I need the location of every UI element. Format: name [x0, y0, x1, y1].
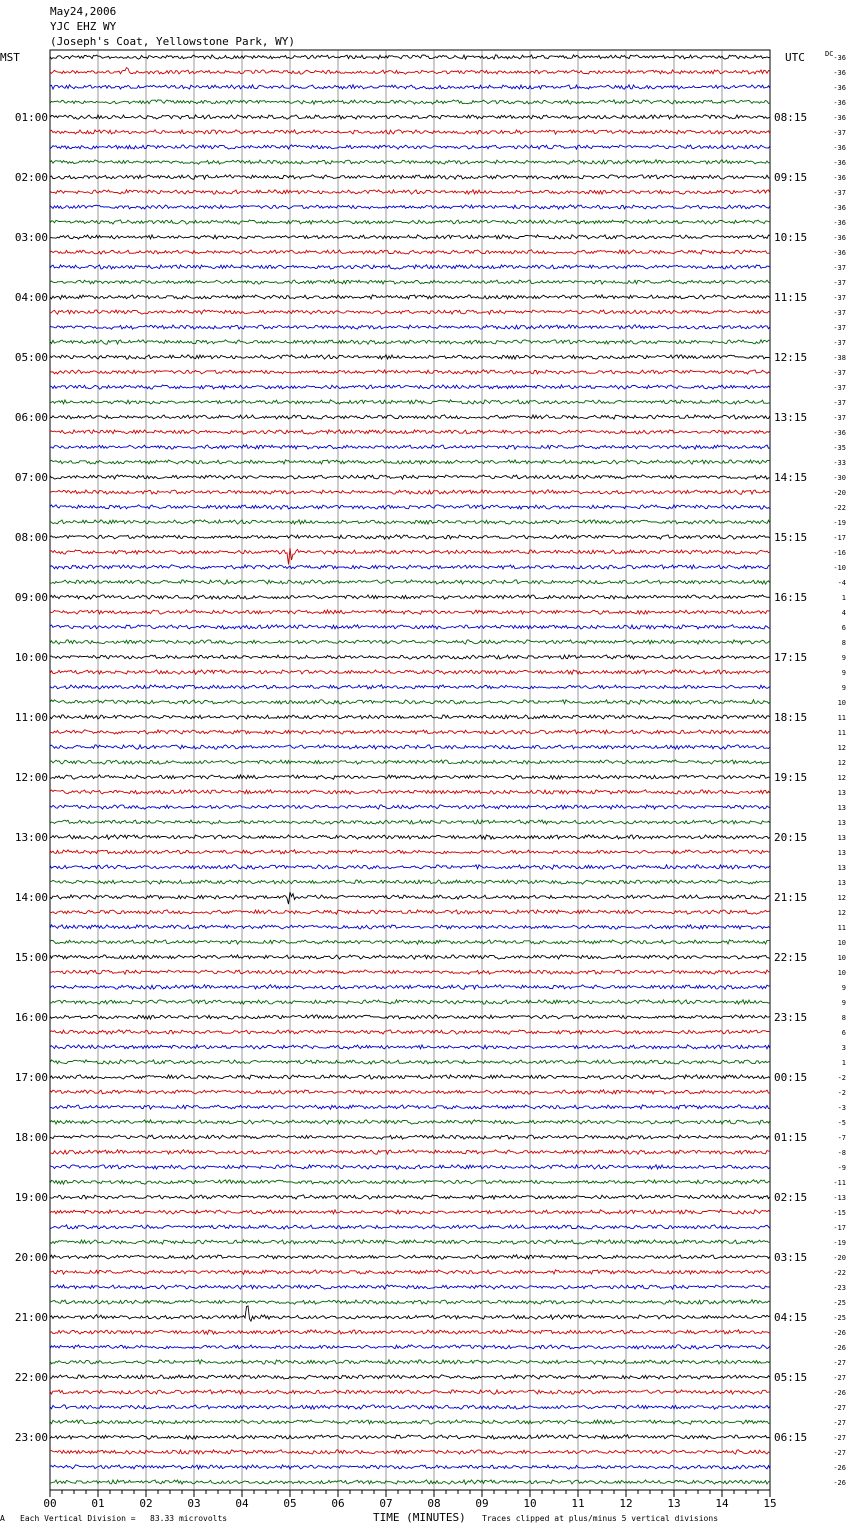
dc-offset-label: -30 [833, 474, 846, 482]
dc-offset-label: -3 [837, 1104, 846, 1112]
trace-line [50, 475, 770, 479]
utc-hour-label: 18:15 [774, 711, 808, 724]
dc-offset-label: -37 [833, 279, 846, 287]
dc-offset-label: -26 [833, 1464, 846, 1472]
utc-hour-label: 10:15 [774, 231, 808, 244]
dc-offset-label: -36 [833, 204, 846, 212]
dc-offset-label: -37 [833, 339, 846, 347]
mst-hour-label: 01:00 [14, 111, 48, 124]
mst-hour-label: 19:00 [14, 1191, 48, 1204]
dc-offset-label: -19 [833, 519, 846, 527]
mst-hour-label: 07:00 [14, 471, 48, 484]
trace-line [50, 1330, 770, 1334]
trace-line [50, 1210, 770, 1214]
trace-line [50, 610, 770, 614]
mst-hour-label: 03:00 [14, 231, 48, 244]
dc-offset-label: 1 [841, 1059, 846, 1067]
plot-grid [50, 50, 770, 1490]
trace-line [50, 1360, 770, 1365]
trace-line [50, 1405, 770, 1409]
trace-line [50, 880, 770, 884]
mst-hour-label: 17:00 [14, 1071, 48, 1084]
trace-line [50, 235, 770, 239]
dc-offset-label: -5 [837, 1119, 846, 1127]
trace-line [50, 940, 770, 944]
station-label: YJC EHZ WY [50, 20, 117, 33]
utc-hour-label: 20:15 [774, 831, 808, 844]
trace-line [50, 325, 770, 330]
location-label: (Joseph's Coat, Yellowstone Park, WY) [50, 35, 296, 48]
trace-line [50, 115, 770, 119]
trace-line [50, 340, 770, 344]
trace-line [50, 548, 770, 564]
trace-line [50, 55, 770, 59]
mst-hour-label: 02:00 [14, 171, 48, 184]
trace-line [50, 1270, 770, 1274]
dc-offset-label: -16 [833, 549, 846, 557]
clip-note: Traces clipped at plus/minus 5 vertical divisions [482, 1514, 719, 1523]
dc-offset-label: -26 [833, 1344, 846, 1352]
trace-line [50, 760, 770, 764]
dc-offset-label: 13 [837, 804, 846, 812]
dc-title: DC [825, 50, 834, 58]
x-tick-label: 03 [187, 1497, 201, 1510]
trace-line [50, 700, 770, 705]
mst-hour-label: 14:00 [14, 891, 48, 904]
dc-offset-label: -35 [833, 444, 846, 452]
dc-offset-label: 13 [837, 834, 846, 842]
footer-mark: A [0, 1514, 5, 1523]
mst-hour-label: 04:00 [14, 291, 48, 304]
dc-offset-label: -17 [833, 534, 846, 542]
mst-hour-label: 12:00 [14, 771, 48, 784]
trace-line [50, 985, 770, 990]
trace-line [50, 1045, 770, 1049]
dc-offset-label: -36 [833, 174, 846, 182]
trace-line [50, 910, 770, 914]
dc-offset-label: -36 [833, 234, 846, 242]
dc-offset-label: -15 [833, 1209, 846, 1217]
x-tick-label: 04 [235, 1497, 249, 1510]
dc-offset-label: 6 [841, 1029, 846, 1037]
dc-offset-label: -37 [833, 324, 846, 332]
dc-offset-label: -37 [833, 309, 846, 317]
dc-offset-label: -20 [833, 489, 846, 497]
trace-line [50, 970, 770, 974]
trace-line [50, 1390, 770, 1394]
dc-offset-label: 1 [841, 594, 846, 602]
plot-frame [50, 50, 770, 1490]
mst-hour-label: 15:00 [14, 951, 48, 964]
trace-line [50, 1435, 770, 1439]
dc-offset-label: 3 [841, 1044, 846, 1052]
dc-offset-label: -11 [833, 1179, 846, 1187]
utc-hour-label: 16:15 [774, 591, 808, 604]
dc-offset-label: -37 [833, 189, 846, 197]
trace-line [50, 1375, 770, 1379]
dc-offset-label: -36 [833, 159, 846, 167]
mst-hour-label: 23:00 [14, 1431, 48, 1444]
dc-offset-label: -27 [833, 1419, 846, 1427]
trace-group [50, 55, 770, 1485]
trace-line [50, 265, 770, 269]
trace-line [50, 565, 770, 569]
dc-offset-label: 4 [841, 609, 846, 617]
dc-offset-label: -33 [833, 459, 846, 467]
mst-hour-label: 22:00 [14, 1371, 48, 1384]
dc-offset-label: 11 [837, 714, 846, 722]
dc-offset-label: -36 [833, 249, 846, 257]
trace-line [50, 1060, 770, 1064]
dc-offset-label: -27 [833, 1449, 846, 1457]
left-axis-title: MST [0, 51, 20, 64]
utc-hour-label: 19:15 [774, 771, 808, 784]
x-tick-label: 07 [379, 1497, 393, 1510]
trace-line [50, 370, 770, 374]
utc-hour-label: 13:15 [774, 411, 808, 424]
utc-hour-label: 12:15 [774, 351, 808, 364]
trace-line [50, 640, 770, 644]
dc-offset-label: 10 [837, 969, 846, 977]
trace-line [50, 535, 770, 539]
utc-hour-label: 05:15 [774, 1371, 808, 1384]
trace-line [50, 145, 770, 149]
trace-line [50, 1240, 770, 1244]
trace-line [50, 85, 770, 90]
dc-offset-label: 13 [837, 879, 846, 887]
trace-line [50, 835, 770, 840]
trace-line [50, 175, 770, 179]
trace-line [50, 1015, 770, 1019]
dc-offset-label: 12 [837, 894, 846, 902]
mst-hour-label: 05:00 [14, 351, 48, 364]
utc-hour-label: 17:15 [774, 651, 808, 664]
trace-line [50, 445, 770, 450]
trace-line [50, 1420, 770, 1424]
trace-line [50, 130, 770, 134]
x-tick-label: 08 [427, 1497, 441, 1510]
x-tick-label: 15 [763, 1497, 777, 1510]
utc-hour-label: 15:15 [774, 531, 808, 544]
mst-hour-label: 21:00 [14, 1311, 48, 1324]
trace-line [50, 1255, 770, 1259]
trace-line [50, 100, 770, 104]
dc-offset-label: -27 [833, 1404, 846, 1412]
dc-offset-label: 6 [841, 624, 846, 632]
trace-line [50, 820, 770, 824]
dc-offset-label: -37 [833, 294, 846, 302]
dc-offset-label: -36 [833, 69, 846, 77]
x-tick-label: 11 [571, 1497, 585, 1510]
dc-offset-label: 9 [841, 999, 846, 1007]
trace-line [50, 220, 770, 224]
x-tick-label: 00 [43, 1497, 57, 1510]
dc-offset-label: -36 [833, 219, 846, 227]
x-tick-label: 13 [667, 1497, 681, 1510]
mst-hour-label: 06:00 [14, 411, 48, 424]
mst-hour-label: 09:00 [14, 591, 48, 604]
dc-offset-label: -37 [833, 399, 846, 407]
utc-hour-label: 22:15 [774, 951, 808, 964]
trace-line [50, 1345, 770, 1349]
trace-line [50, 1120, 770, 1124]
dc-offset-label: -37 [833, 129, 846, 137]
trace-line [50, 1000, 770, 1004]
dc-offset-label: -9 [837, 1164, 846, 1172]
utc-hour-label: 08:15 [774, 111, 808, 124]
dc-offset-label: -22 [833, 504, 846, 512]
trace-line [50, 1306, 770, 1321]
mst-hour-label: 20:00 [14, 1251, 48, 1264]
trace-line [50, 68, 770, 75]
dc-offset-label: 12 [837, 909, 846, 917]
utc-hour-label: 02:15 [774, 1191, 808, 1204]
dc-offset-label: 9 [841, 684, 846, 692]
dc-offset-label: 13 [837, 789, 846, 797]
dc-offset-label: -17 [833, 1224, 846, 1232]
trace-line [50, 1135, 770, 1139]
right-axis-title: UTC [785, 51, 805, 64]
trace-line [50, 775, 770, 779]
dc-offset-label: 13 [837, 819, 846, 827]
trace-line [50, 892, 770, 904]
trace-line [50, 1300, 770, 1305]
dc-offset-label: 9 [841, 984, 846, 992]
dc-offset-label: -26 [833, 1329, 846, 1337]
trace-line [50, 400, 770, 404]
dc-offset-label: -25 [833, 1314, 846, 1322]
utc-hour-label: 01:15 [774, 1131, 808, 1144]
trace-line [50, 625, 770, 629]
scale-note: Each Vertical Division = 83.33 microvolts [20, 1514, 228, 1523]
trace-line [50, 1030, 770, 1034]
dc-offset-label: -36 [833, 429, 846, 437]
x-tick-label: 14 [715, 1497, 729, 1510]
trace-line [50, 850, 770, 854]
trace-line [50, 790, 770, 794]
dc-offset-label: -2 [837, 1074, 846, 1082]
dc-offset-label: -37 [833, 264, 846, 272]
trace-line [50, 460, 770, 464]
dc-offset-label: -8 [837, 1149, 846, 1157]
trace-line [50, 160, 770, 165]
trace-line [50, 430, 770, 434]
dc-offset-label: 10 [837, 939, 846, 947]
dc-offset-label: -37 [833, 369, 846, 377]
dc-offset-label: 9 [841, 669, 846, 677]
dc-offset-label: -19 [833, 1239, 846, 1247]
trace-line [50, 310, 770, 314]
dc-offset-label: -26 [833, 1389, 846, 1397]
utc-hour-label: 06:15 [774, 1431, 808, 1444]
trace-line [50, 355, 770, 359]
trace-line [50, 655, 770, 659]
dc-offset-label: -36 [833, 114, 846, 122]
dc-offset-label: -37 [833, 414, 846, 422]
dc-offset-label: 12 [837, 774, 846, 782]
dc-offset-label: -36 [833, 99, 846, 107]
trace-line [50, 1450, 770, 1454]
dc-offset-label: 9 [841, 654, 846, 662]
utc-hour-label: 09:15 [774, 171, 808, 184]
trace-line [50, 1465, 770, 1469]
trace-line [50, 205, 770, 209]
dc-offset-label: -13 [833, 1194, 846, 1202]
trace-line [50, 250, 770, 254]
mst-hour-label: 10:00 [14, 651, 48, 664]
dc-offset-label: -22 [833, 1269, 846, 1277]
x-tick-label: 05 [283, 1497, 297, 1510]
x-tick-label: 10 [523, 1497, 537, 1510]
utc-hour-label: 11:15 [774, 291, 808, 304]
dc-offset-label: -38 [833, 354, 846, 362]
dc-offset-label: -23 [833, 1284, 846, 1292]
x-tick-label: 01 [91, 1497, 105, 1510]
trace-line [50, 1180, 770, 1184]
trace-line [50, 730, 770, 734]
mst-hour-label: 18:00 [14, 1131, 48, 1144]
dc-offset-label: -36 [833, 54, 846, 62]
dc-offset-label: -37 [833, 384, 846, 392]
mst-hour-label: 08:00 [14, 531, 48, 544]
trace-line [50, 385, 770, 389]
trace-line [50, 1165, 770, 1169]
trace-line [50, 955, 770, 959]
trace-line [50, 580, 770, 584]
trace-line [50, 415, 770, 419]
mst-hour-label: 11:00 [14, 711, 48, 724]
dc-offset-label: -26 [833, 1479, 846, 1487]
trace-line [50, 685, 770, 689]
trace-line [50, 715, 770, 719]
trace-line [50, 490, 770, 495]
x-tick-label: 12 [619, 1497, 633, 1510]
dc-offset-label: 8 [841, 1014, 846, 1022]
trace-line [50, 190, 770, 194]
utc-hour-label: 14:15 [774, 471, 808, 484]
dc-offset-label: -27 [833, 1374, 846, 1382]
utc-hour-label: 04:15 [774, 1311, 808, 1324]
trace-line [50, 1105, 770, 1109]
x-tick-label: 02 [139, 1497, 153, 1510]
axis-labels [0, 50, 846, 1510]
dc-offset-label: 12 [837, 759, 846, 767]
trace-line [50, 1150, 770, 1155]
dc-offset-label: -7 [837, 1134, 846, 1142]
trace-line [50, 1075, 770, 1079]
dc-offset-label: -4 [837, 579, 846, 587]
dc-offset-label: -36 [833, 84, 846, 92]
trace-line [50, 1195, 770, 1199]
utc-hour-label: 23:15 [774, 1011, 808, 1024]
utc-hour-label: 00:15 [774, 1071, 808, 1084]
dc-offset-label: 13 [837, 849, 846, 857]
dc-offset-label: 11 [837, 729, 846, 737]
dc-offset-label: -25 [833, 1299, 846, 1307]
x-tick-label: 09 [475, 1497, 489, 1510]
utc-hour-label: 21:15 [774, 891, 808, 904]
mst-hour-label: 16:00 [14, 1011, 48, 1024]
trace-line [50, 505, 770, 509]
dc-offset-label: -20 [833, 1254, 846, 1262]
x-tick-label: 06 [331, 1497, 345, 1510]
dc-offset-label: -27 [833, 1434, 846, 1442]
trace-line [50, 670, 770, 675]
trace-line [50, 295, 770, 299]
dc-offset-label: 13 [837, 864, 846, 872]
trace-line [50, 805, 770, 809]
date-label: May24,2006 [50, 5, 117, 18]
x-axis-title: TIME (MINUTES) [373, 1511, 466, 1524]
dc-offset-label: 10 [837, 699, 846, 707]
dc-offset-label: 10 [837, 954, 846, 962]
trace-line [50, 595, 770, 599]
dc-offset-label: 12 [837, 744, 846, 752]
trace-line [50, 745, 770, 749]
trace-line [50, 865, 770, 870]
trace-line [50, 925, 770, 929]
trace-line [50, 1480, 770, 1484]
trace-line [50, 1285, 770, 1289]
mst-hour-label: 13:00 [14, 831, 48, 844]
dc-offset-label: -10 [833, 564, 846, 572]
trace-line [50, 280, 770, 284]
dc-offset-label: -2 [837, 1089, 846, 1097]
dc-offset-label: -36 [833, 144, 846, 152]
dc-offset-label: -27 [833, 1359, 846, 1367]
utc-hour-label: 03:15 [774, 1251, 808, 1264]
trace-line [50, 1225, 770, 1229]
dc-offset-label: 11 [837, 924, 846, 932]
trace-line [50, 520, 770, 524]
trace-line [50, 1090, 770, 1094]
dc-offset-label: 8 [841, 639, 846, 647]
